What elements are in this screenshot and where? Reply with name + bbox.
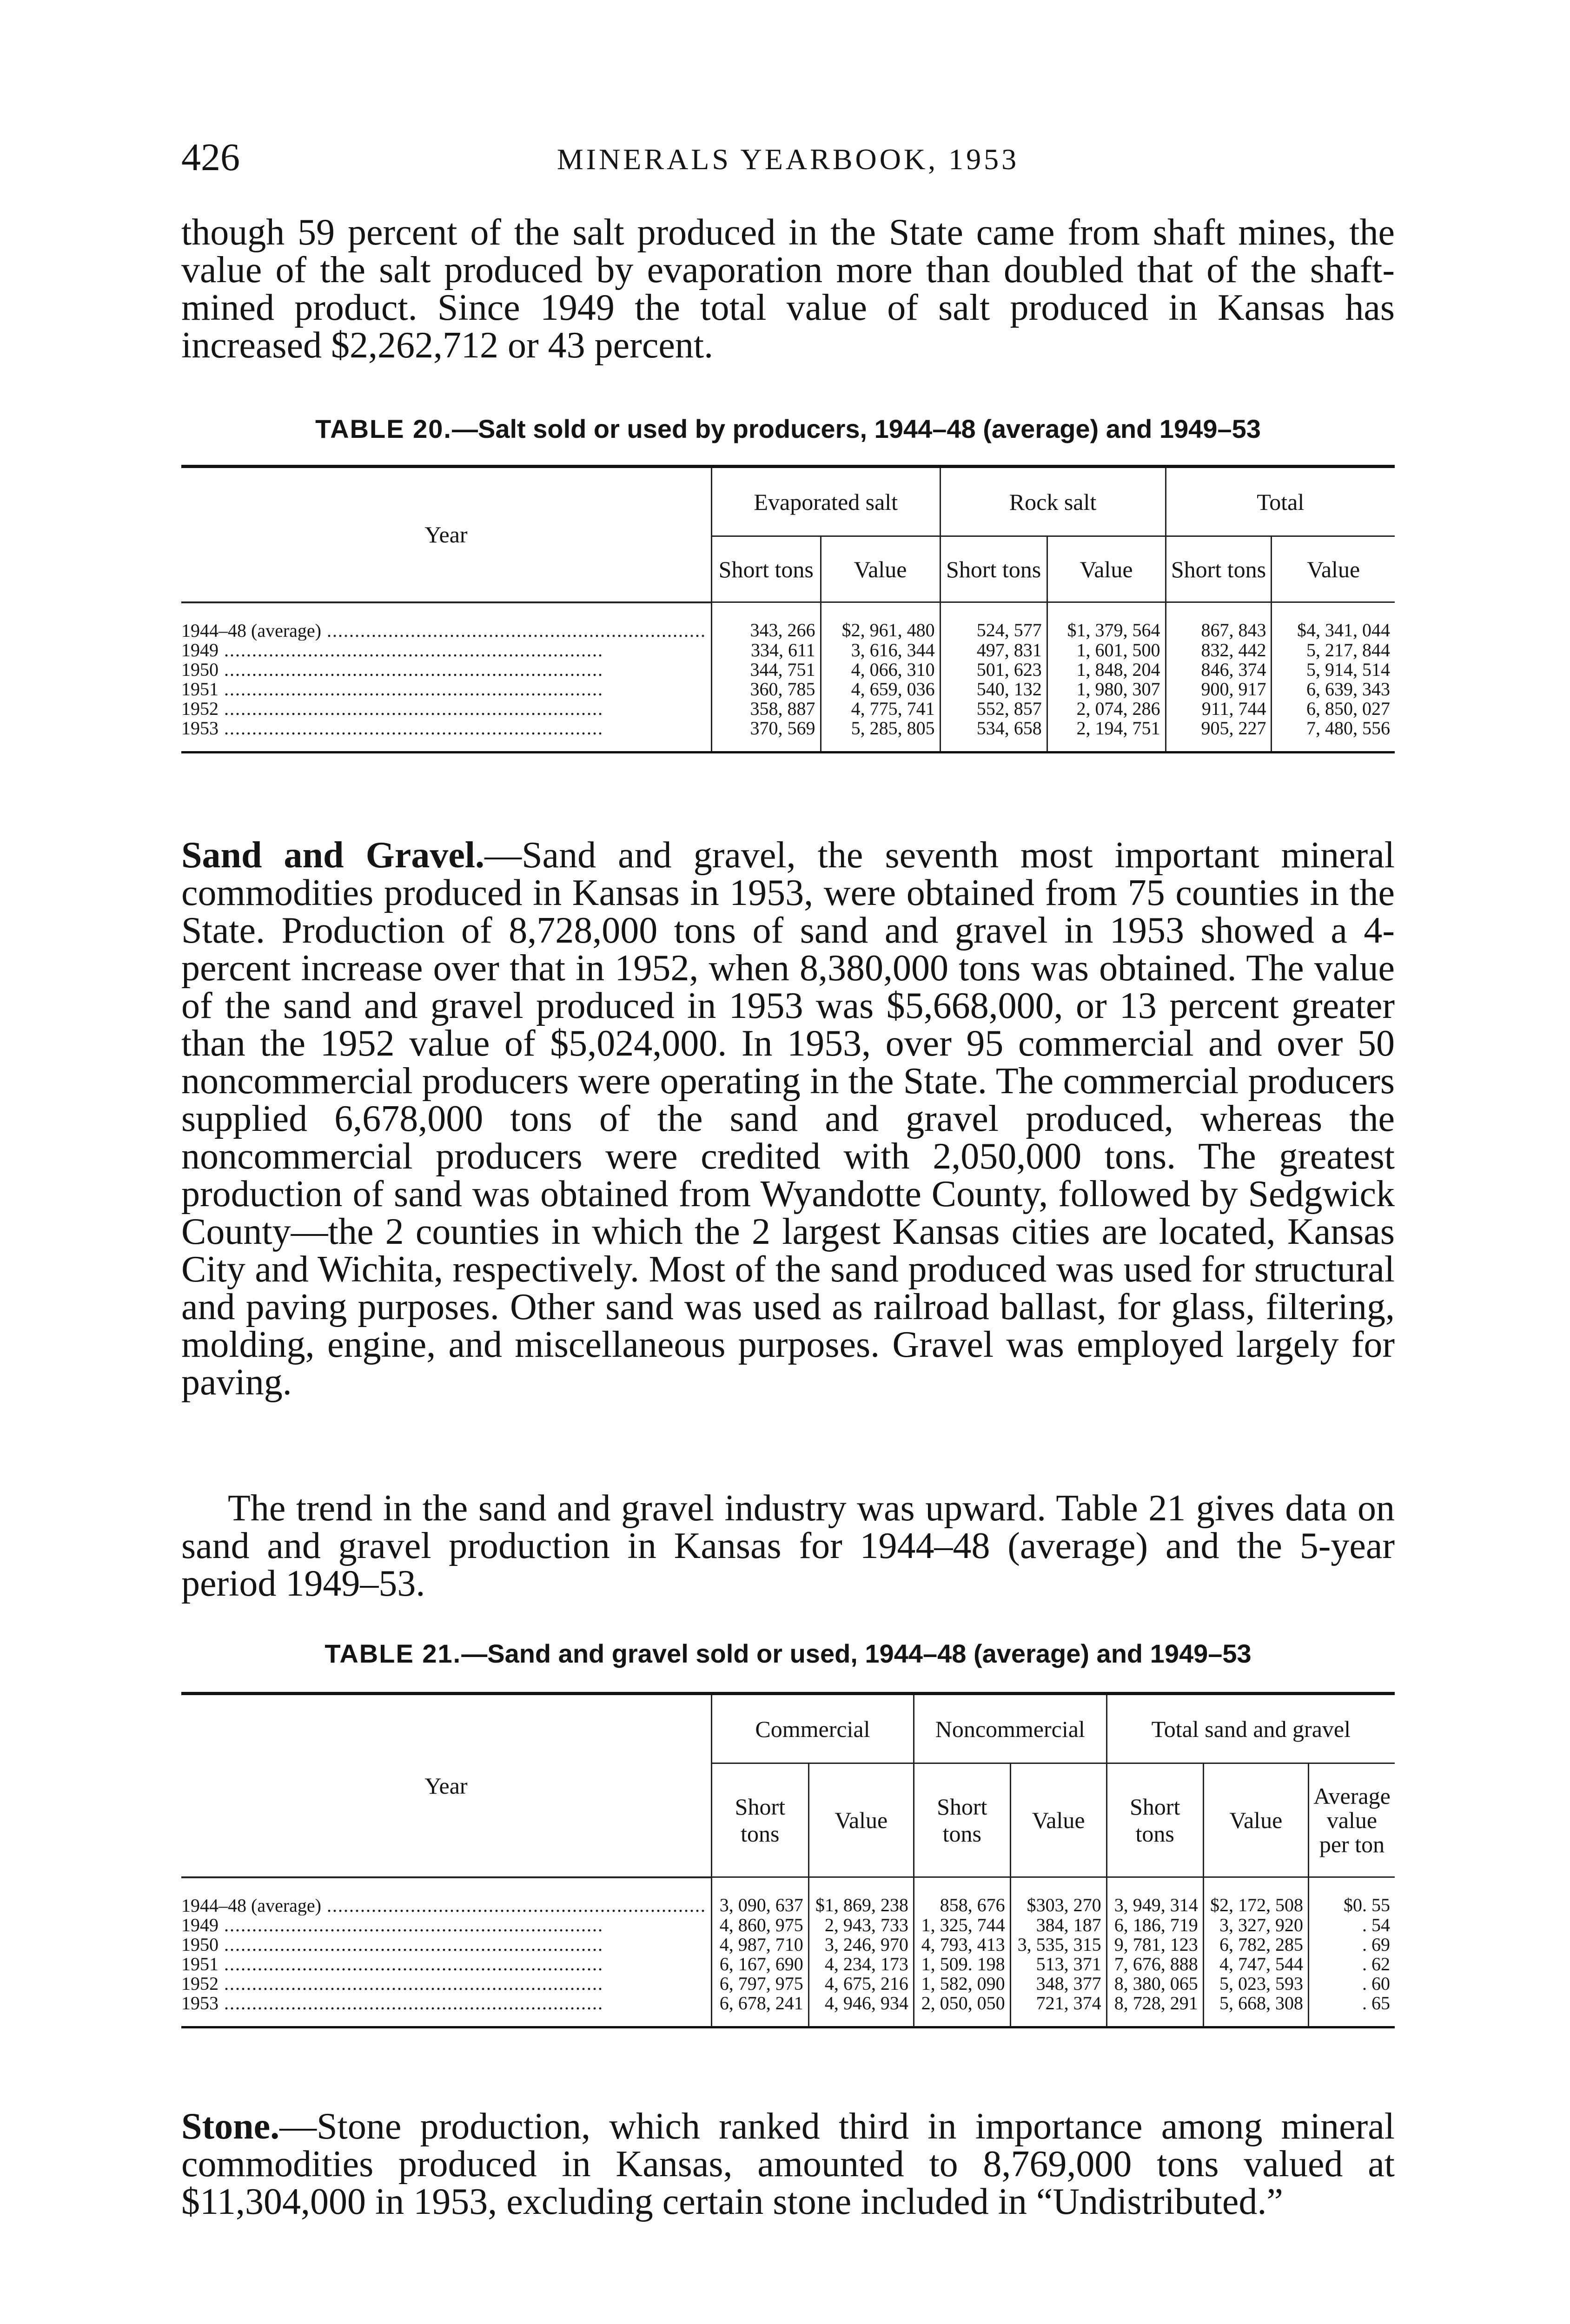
data-cell: $0. 55 <box>1308 1877 1395 1915</box>
row-year-cell: 1949 ..... <box>181 1915 711 1935</box>
page-header <box>181 135 1395 186</box>
data-cell: 6, 167, 690 <box>711 1954 808 1974</box>
data-cell: $303, 270 <box>1010 1877 1106 1915</box>
data-cell: 1, 325, 744 <box>914 1915 1010 1935</box>
data-cell: 6, 797, 975 <box>711 1974 808 1994</box>
data-cell: 552, 857 <box>940 699 1047 719</box>
row-year-cell: 1944–48 (average) ..... <box>181 1877 711 1915</box>
table-row <box>181 1954 1395 1974</box>
data-cell: 360, 785 <box>711 680 821 699</box>
data-cell: . 60 <box>1308 1974 1395 1994</box>
data-cell: 501, 623 <box>940 660 1047 680</box>
data-cell: 1, 509. 198 <box>914 1954 1010 1974</box>
page-number: 426 <box>181 136 240 179</box>
table-21-year-header: Year <box>181 1694 711 1877</box>
data-cell: 5, 285, 805 <box>821 719 940 753</box>
data-cell: 858, 676 <box>914 1877 1010 1915</box>
table-20-column-header: Value <box>821 536 940 602</box>
data-cell: 846, 374 <box>1166 660 1272 680</box>
sand-gravel-text: —Sand and gravel, the seventh most important mineral commodities produced in Kansas in 1953, were obtained from 75 counties in the State. Production of 8,728,000 tons of sand and gravel in 1953 showed a 4-percent increase over that in 1952, when 8,380,000 tons was obtained. The value of the sand and gravel produced in 1953 was $5,668,000, or 13 percent greater than the 1952 value of $5,024,000. In 1953, over 95 commercial and over 50 noncommercial producers were operating in the State. The commercial producers supplied 6,678,000 tons of the sand and gravel produced, whereas the noncommercial producers were credited with 2,050,000 tons. The greatest production of sand was obtained from Wyandotte County, followed by Sedgwick County—the 2 counties in which the 2 largest Kansas cities are located, Kansas City and Wichita, respectively. Most of the sand produced was used for structural and paving purposes. Other sand was used as railroad ballast, for glass, filtering, molding, engine, and miscellaneous purposes. Gravel was employed largely for paving. <box>181 835 1395 1403</box>
table-20-column-header: Short tons <box>940 536 1047 602</box>
table-21-group-header: Total sand and gravel <box>1106 1694 1395 1763</box>
table-21-column-header: Average value per ton <box>1308 1763 1395 1877</box>
table-row <box>181 1935 1395 1954</box>
table-20-label: TABLE 20. <box>315 414 452 443</box>
data-cell: 524, 577 <box>940 602 1047 640</box>
table-row <box>181 640 1395 660</box>
table-20-column-header: Short tons <box>1166 536 1272 602</box>
data-cell: 384, 187 <box>1010 1915 1106 1935</box>
data-cell: 348, 377 <box>1010 1974 1106 1994</box>
table-20-group-header: Rock salt <box>940 467 1166 536</box>
data-cell: 2, 194, 751 <box>1047 719 1166 753</box>
salt-continuation-paragraph: though 59 percent of the salt produced in the State came from shaft mines, the value of the salt produced by evaporation more than doubled that of the shaft-mined product. Since 1949 the total value of salt produced in Kansas has increased $2,262,712 or 43 percent. <box>181 212 1395 366</box>
stone-paragraph <box>181 2108 1395 2221</box>
data-cell: $4, 341, 044 <box>1272 602 1395 640</box>
data-cell: 2, 943, 733 <box>808 1915 914 1935</box>
data-cell: 4, 775, 741 <box>821 699 940 719</box>
row-year-cell: 1951 ..... <box>181 1954 711 1974</box>
data-cell: 4, 659, 036 <box>821 680 940 699</box>
table-20-caption <box>181 414 1395 444</box>
data-cell: 7, 676, 888 <box>1106 1954 1203 1974</box>
data-cell: 6, 639, 343 <box>1272 680 1395 699</box>
data-cell: 2, 050, 050 <box>914 1994 1010 2027</box>
data-cell: 4, 860, 975 <box>711 1915 808 1935</box>
data-cell: 513, 371 <box>1010 1954 1106 1974</box>
row-year-cell: 1952 ..... <box>181 1974 711 1994</box>
data-cell: 3, 327, 920 <box>1203 1915 1308 1935</box>
table-21-column-header: Value <box>808 1763 914 1877</box>
data-cell: 4, 066, 310 <box>821 660 940 680</box>
data-cell: 6, 850, 027 <box>1272 699 1395 719</box>
data-cell: 4, 675, 216 <box>808 1974 914 1994</box>
data-cell: 1, 848, 204 <box>1047 660 1166 680</box>
data-cell: 4, 747, 544 <box>1203 1954 1308 1974</box>
data-cell: 3, 246, 970 <box>808 1935 914 1954</box>
row-year-cell: 1953 ..... <box>181 719 711 753</box>
row-year-cell: 1952 ..... <box>181 699 711 719</box>
sand-gravel-paragraph <box>181 837 1395 1401</box>
table-row <box>181 699 1395 719</box>
table-20 <box>181 465 1395 753</box>
data-cell: $1, 379, 564 <box>1047 602 1166 640</box>
data-cell: . 65 <box>1308 1994 1395 2027</box>
table-row <box>181 1974 1395 1994</box>
data-cell: 3, 535, 315 <box>1010 1935 1106 1954</box>
data-cell: 2, 074, 286 <box>1047 699 1166 719</box>
data-cell: 5, 668, 308 <box>1203 1994 1308 2027</box>
row-year-cell: 1949 ..... <box>181 640 711 660</box>
trend-paragraph: The trend in the sand and gravel industry was upward. Table 21 gives data on sand and gravel production in Kansas for 1944–48 (average) and the 5-year period 1949–53. <box>181 1488 1395 1604</box>
table-21-column-header: Short tons <box>711 1763 808 1877</box>
data-cell: . 62 <box>1308 1954 1395 1974</box>
data-cell: 3, 616, 344 <box>821 640 940 660</box>
table-21-body <box>181 1877 1395 2027</box>
data-cell: 911, 744 <box>1166 699 1272 719</box>
table-row <box>181 602 1395 640</box>
data-cell: 5, 914, 514 <box>1272 660 1395 680</box>
table-row <box>181 660 1395 680</box>
table-21-group-header: Noncommercial <box>914 1694 1106 1763</box>
table-21-column-header: Short tons <box>914 1763 1010 1877</box>
running-head: MINERALS YEARBOOK, 1953 <box>556 143 1020 176</box>
row-year-cell: 1950 ..... <box>181 660 711 680</box>
table-20-column-header: Value <box>1047 536 1166 602</box>
data-cell: 6, 186, 719 <box>1106 1915 1203 1935</box>
table-21-caption <box>181 1638 1395 1669</box>
data-cell: 334, 611 <box>711 640 821 660</box>
data-cell: 497, 831 <box>940 640 1047 660</box>
data-cell: 540, 132 <box>940 680 1047 699</box>
data-cell: 905, 227 <box>1166 719 1272 753</box>
row-year-cell: 1953 ..... <box>181 1994 711 2027</box>
stone-text: —Stone production, which ranked third in importance among mineral commodities produced in Kansas, amounted to 8,769,000 tons valued at $11,304,000 in 1953, excluding certain stone included in “Undistributed.” <box>181 2106 1395 2222</box>
data-cell: 900, 917 <box>1166 680 1272 699</box>
table-21-column-header: Value <box>1010 1763 1106 1877</box>
table-21-column-header: Short tons <box>1106 1763 1203 1877</box>
data-cell: 4, 793, 413 <box>914 1935 1010 1954</box>
table-21-title: —Sand and gravel sold or used, 1944–48 (average) and 1949–53 <box>461 1639 1252 1668</box>
data-cell: 3, 949, 314 <box>1106 1877 1203 1915</box>
table-21-column-header: Value <box>1203 1763 1308 1877</box>
data-cell: 8, 380, 065 <box>1106 1974 1203 1994</box>
table-20-column-header: Value <box>1272 536 1395 602</box>
data-cell: 4, 946, 934 <box>808 1994 914 2027</box>
data-cell: $1, 869, 238 <box>808 1877 914 1915</box>
data-cell: $2, 172, 508 <box>1203 1877 1308 1915</box>
data-cell: . 69 <box>1308 1935 1395 1954</box>
data-cell: 1, 980, 307 <box>1047 680 1166 699</box>
stone-heading: Stone. <box>181 2106 280 2147</box>
table-20-year-header: Year <box>181 467 711 602</box>
data-cell: 7, 480, 556 <box>1272 719 1395 753</box>
data-cell: 1, 582, 090 <box>914 1974 1010 1994</box>
table-20-title: —Salt sold or used by producers, 1944–48 (average) and 1949–53 <box>451 414 1261 443</box>
data-cell: 867, 843 <box>1166 602 1272 640</box>
table-row <box>181 1877 1395 1915</box>
table-20-group-header: Evaporated salt <box>711 467 940 536</box>
data-cell: 5, 023, 593 <box>1203 1974 1308 1994</box>
table-21-label: TABLE 21. <box>325 1639 462 1668</box>
data-cell: 3, 090, 637 <box>711 1877 808 1915</box>
table-row <box>181 1915 1395 1935</box>
data-cell: 4, 234, 173 <box>808 1954 914 1974</box>
row-year-cell: 1950 ..... <box>181 1935 711 1954</box>
data-cell: 6, 678, 241 <box>711 1994 808 2027</box>
sand-gravel-heading: Sand and Gravel. <box>181 835 485 876</box>
data-cell: . 54 <box>1308 1915 1395 1935</box>
data-cell: 721, 374 <box>1010 1994 1106 2027</box>
data-cell: $2, 961, 480 <box>821 602 940 640</box>
data-cell: 8, 728, 291 <box>1106 1994 1203 2027</box>
table-21 <box>181 1692 1395 2028</box>
row-year-cell: 1944–48 (average) ..... <box>181 602 711 640</box>
data-cell: 4, 987, 710 <box>711 1935 808 1954</box>
data-cell: 832, 442 <box>1166 640 1272 660</box>
data-cell: 370, 569 <box>711 719 821 753</box>
table-20-column-header: Short tons <box>711 536 821 602</box>
data-cell: 9, 781, 123 <box>1106 1935 1203 1954</box>
data-cell: 343, 266 <box>711 602 821 640</box>
row-year-cell: 1951 ..... <box>181 680 711 699</box>
data-cell: 358, 887 <box>711 699 821 719</box>
data-cell: 5, 217, 844 <box>1272 640 1395 660</box>
table-21-group-header: Commercial <box>711 1694 914 1763</box>
data-cell: 1, 601, 500 <box>1047 640 1166 660</box>
table-row <box>181 680 1395 699</box>
table-20-group-header: Total <box>1166 467 1395 536</box>
table-row <box>181 719 1395 753</box>
data-cell: 6, 782, 285 <box>1203 1935 1308 1954</box>
data-cell: 534, 658 <box>940 719 1047 753</box>
data-cell: 344, 751 <box>711 660 821 680</box>
table-row <box>181 1994 1395 2027</box>
table-20-body <box>181 602 1395 753</box>
